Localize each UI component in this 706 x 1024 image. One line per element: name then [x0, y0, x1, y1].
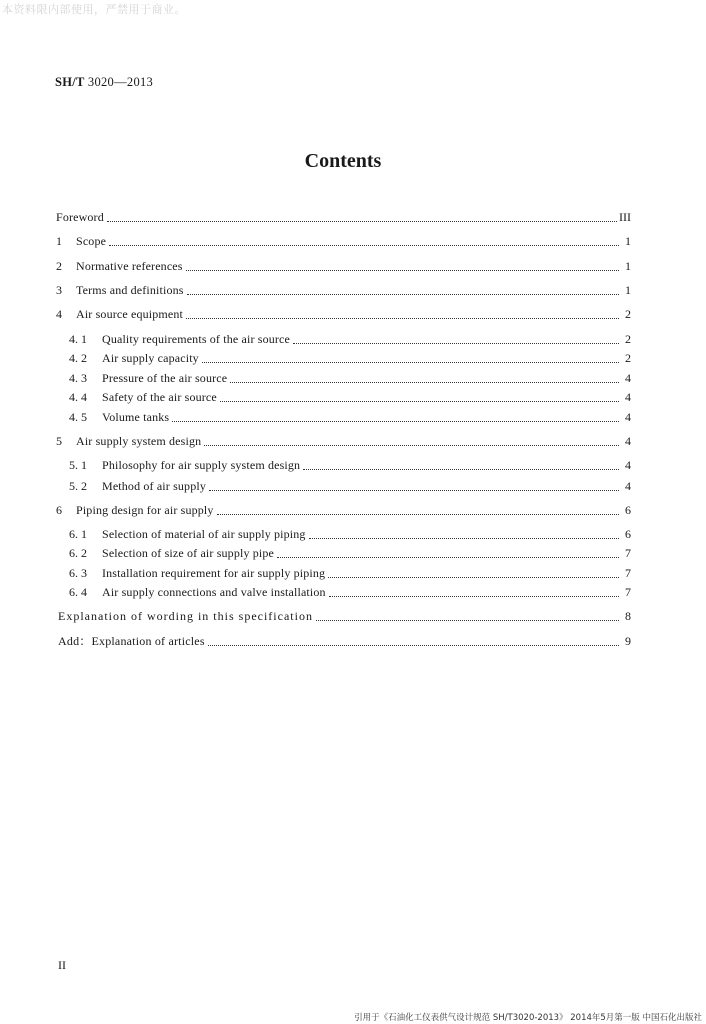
toc-entry-number: 5	[56, 434, 62, 448]
toc-entry-page: 2	[625, 332, 631, 346]
toc-entry-label: Installation requirement for air supply piping	[102, 566, 326, 580]
toc-entry-2[interactable]	[56, 258, 631, 274]
dot-leader	[107, 220, 617, 222]
dot-leader	[277, 556, 619, 558]
dot-leader	[172, 420, 619, 422]
toc-entry-label: Scope	[76, 234, 107, 248]
dot-leader	[208, 644, 619, 646]
dot-leader	[204, 444, 619, 446]
toc-entry-page: 4	[625, 479, 631, 493]
toc-entry-number: 6. 4	[69, 585, 87, 599]
toc-entry-label: Normative references	[76, 259, 183, 273]
standard-prefix: SH/T	[55, 75, 85, 89]
toc-entry-3[interactable]	[56, 282, 631, 298]
toc-entry-number: 4. 5	[69, 410, 87, 424]
toc-entry-label: Volume tanks	[102, 410, 170, 424]
toc-entry-label: Philosophy for air supply system design	[102, 458, 301, 472]
toc-entry-page: 7	[625, 566, 631, 580]
toc-entry-number: 6	[56, 503, 62, 517]
toc-entry-4[interactable]	[56, 306, 631, 322]
toc-entry-4-1[interactable]	[69, 331, 631, 347]
toc-entry-label: Foreword	[56, 210, 104, 224]
source-citation: 引用于《石油化工仪表供气设计规范 SH/T3020-2013》 2014年5月第一版 中国石化出版社	[354, 1013, 702, 1023]
dot-leader	[309, 537, 619, 539]
toc-entry-page: 2	[625, 307, 631, 321]
toc-entry-page: 1	[625, 259, 631, 273]
dot-leader	[316, 619, 619, 621]
toc-entry-label: Explanation of wording in this specification	[58, 609, 313, 623]
toc-entry-6-3[interactable]	[69, 565, 631, 581]
toc-entry-5-1[interactable]	[69, 457, 631, 473]
toc-entry-page: 6	[625, 527, 631, 541]
toc-entry-label: Selection of material of air supply piping	[102, 527, 306, 541]
toc-entry-number: 2	[56, 259, 62, 273]
toc-entry-number: 5. 1	[69, 458, 87, 472]
toc-entry-page: 4	[625, 410, 631, 424]
toc-entry-number: 4. 4	[69, 390, 87, 404]
toc-entry-page: 7	[625, 585, 631, 599]
toc-entry-page: 1	[625, 283, 631, 297]
toc-entry-label: Air source equipment	[76, 307, 183, 321]
dot-leader	[209, 489, 619, 491]
toc-entry-label: Piping design for air supply	[76, 503, 214, 517]
page-number: II	[58, 958, 66, 972]
watermark-text: 本资料限内部使用，严禁用于商业。	[2, 3, 186, 16]
toc-entry-number: 4. 3	[69, 371, 87, 385]
toc-entry-wording-explanation[interactable]	[58, 608, 631, 624]
toc-entry-label: Method of air supply	[102, 479, 206, 493]
dot-leader	[328, 576, 619, 578]
toc-entry-number: 6. 2	[69, 546, 87, 560]
toc-entry-page: 4	[625, 434, 631, 448]
toc-entry-4-5[interactable]	[69, 409, 631, 425]
toc-entry-6[interactable]	[56, 502, 631, 518]
toc-entry-label: Quality requirements of the air source	[102, 332, 290, 346]
toc-entry-4-4[interactable]	[69, 389, 631, 405]
dot-leader	[220, 400, 619, 402]
toc-entry-4-3[interactable]	[69, 370, 631, 386]
toc-entry-number: 4. 1	[69, 332, 87, 346]
toc-entry-page: 1	[625, 234, 631, 248]
toc-entry-label: Pressure of the air source	[102, 371, 228, 385]
dot-leader	[303, 468, 619, 470]
dot-leader	[109, 244, 619, 246]
toc-entry-number: 1	[56, 234, 62, 248]
toc-entry-number: 6. 1	[69, 527, 87, 541]
toc-entry-label: Selection of size of air supply pipe	[102, 546, 275, 560]
toc-entry-page: III	[619, 210, 631, 224]
toc-entry-label: Terms and definitions	[76, 283, 184, 297]
toc-entry-page: 7	[625, 546, 631, 560]
toc-entry-page: 4	[625, 390, 631, 404]
toc-entry-page: 4	[625, 458, 631, 472]
toc-entry-6-2[interactable]	[69, 545, 631, 561]
toc-entry-label: Air supply system design	[76, 434, 202, 448]
dot-leader	[202, 361, 619, 363]
toc-entry-foreword[interactable]	[56, 209, 631, 225]
toc-entry-number: 4. 2	[69, 351, 87, 365]
toc-entry-label: Safety of the air source	[102, 390, 217, 404]
toc-entry-page: 2	[625, 351, 631, 365]
toc-entry-number: 6. 3	[69, 566, 87, 580]
toc-entry-5-2[interactable]	[69, 478, 631, 494]
toc-entry-5[interactable]	[56, 433, 631, 449]
toc-entry-4-2[interactable]	[69, 350, 631, 366]
dot-leader	[230, 381, 619, 383]
dot-leader	[329, 595, 619, 597]
dot-leader	[186, 317, 619, 319]
toc-entry-number: 5. 2	[69, 479, 87, 493]
toc-entry-label: Air supply connections and valve installation	[102, 585, 326, 599]
standard-number: 3020—2013	[87, 75, 154, 89]
standard-code	[55, 75, 153, 90]
dot-leader	[187, 293, 619, 295]
dot-leader	[217, 513, 619, 515]
dot-leader	[293, 342, 619, 344]
toc-entry-page: 4	[625, 371, 631, 385]
toc-entry-1[interactable]	[56, 233, 631, 249]
toc-entry-articles-explanation[interactable]	[58, 633, 631, 649]
toc-entry-number: 3	[56, 283, 62, 297]
toc-entry-number: 4	[56, 307, 62, 321]
toc-entry-label: Air supply capacity	[102, 351, 199, 365]
dot-leader	[186, 269, 619, 271]
page-title: Contents	[304, 150, 382, 172]
toc-entry-6-1[interactable]	[69, 526, 631, 542]
toc-entry-6-4[interactable]	[69, 584, 631, 600]
toc-entry-label: Add：Explanation of articles	[58, 634, 205, 648]
toc-entry-page: 6	[625, 503, 631, 517]
toc-entry-page: 9	[625, 634, 631, 648]
toc-entry-page: 8	[625, 609, 631, 623]
